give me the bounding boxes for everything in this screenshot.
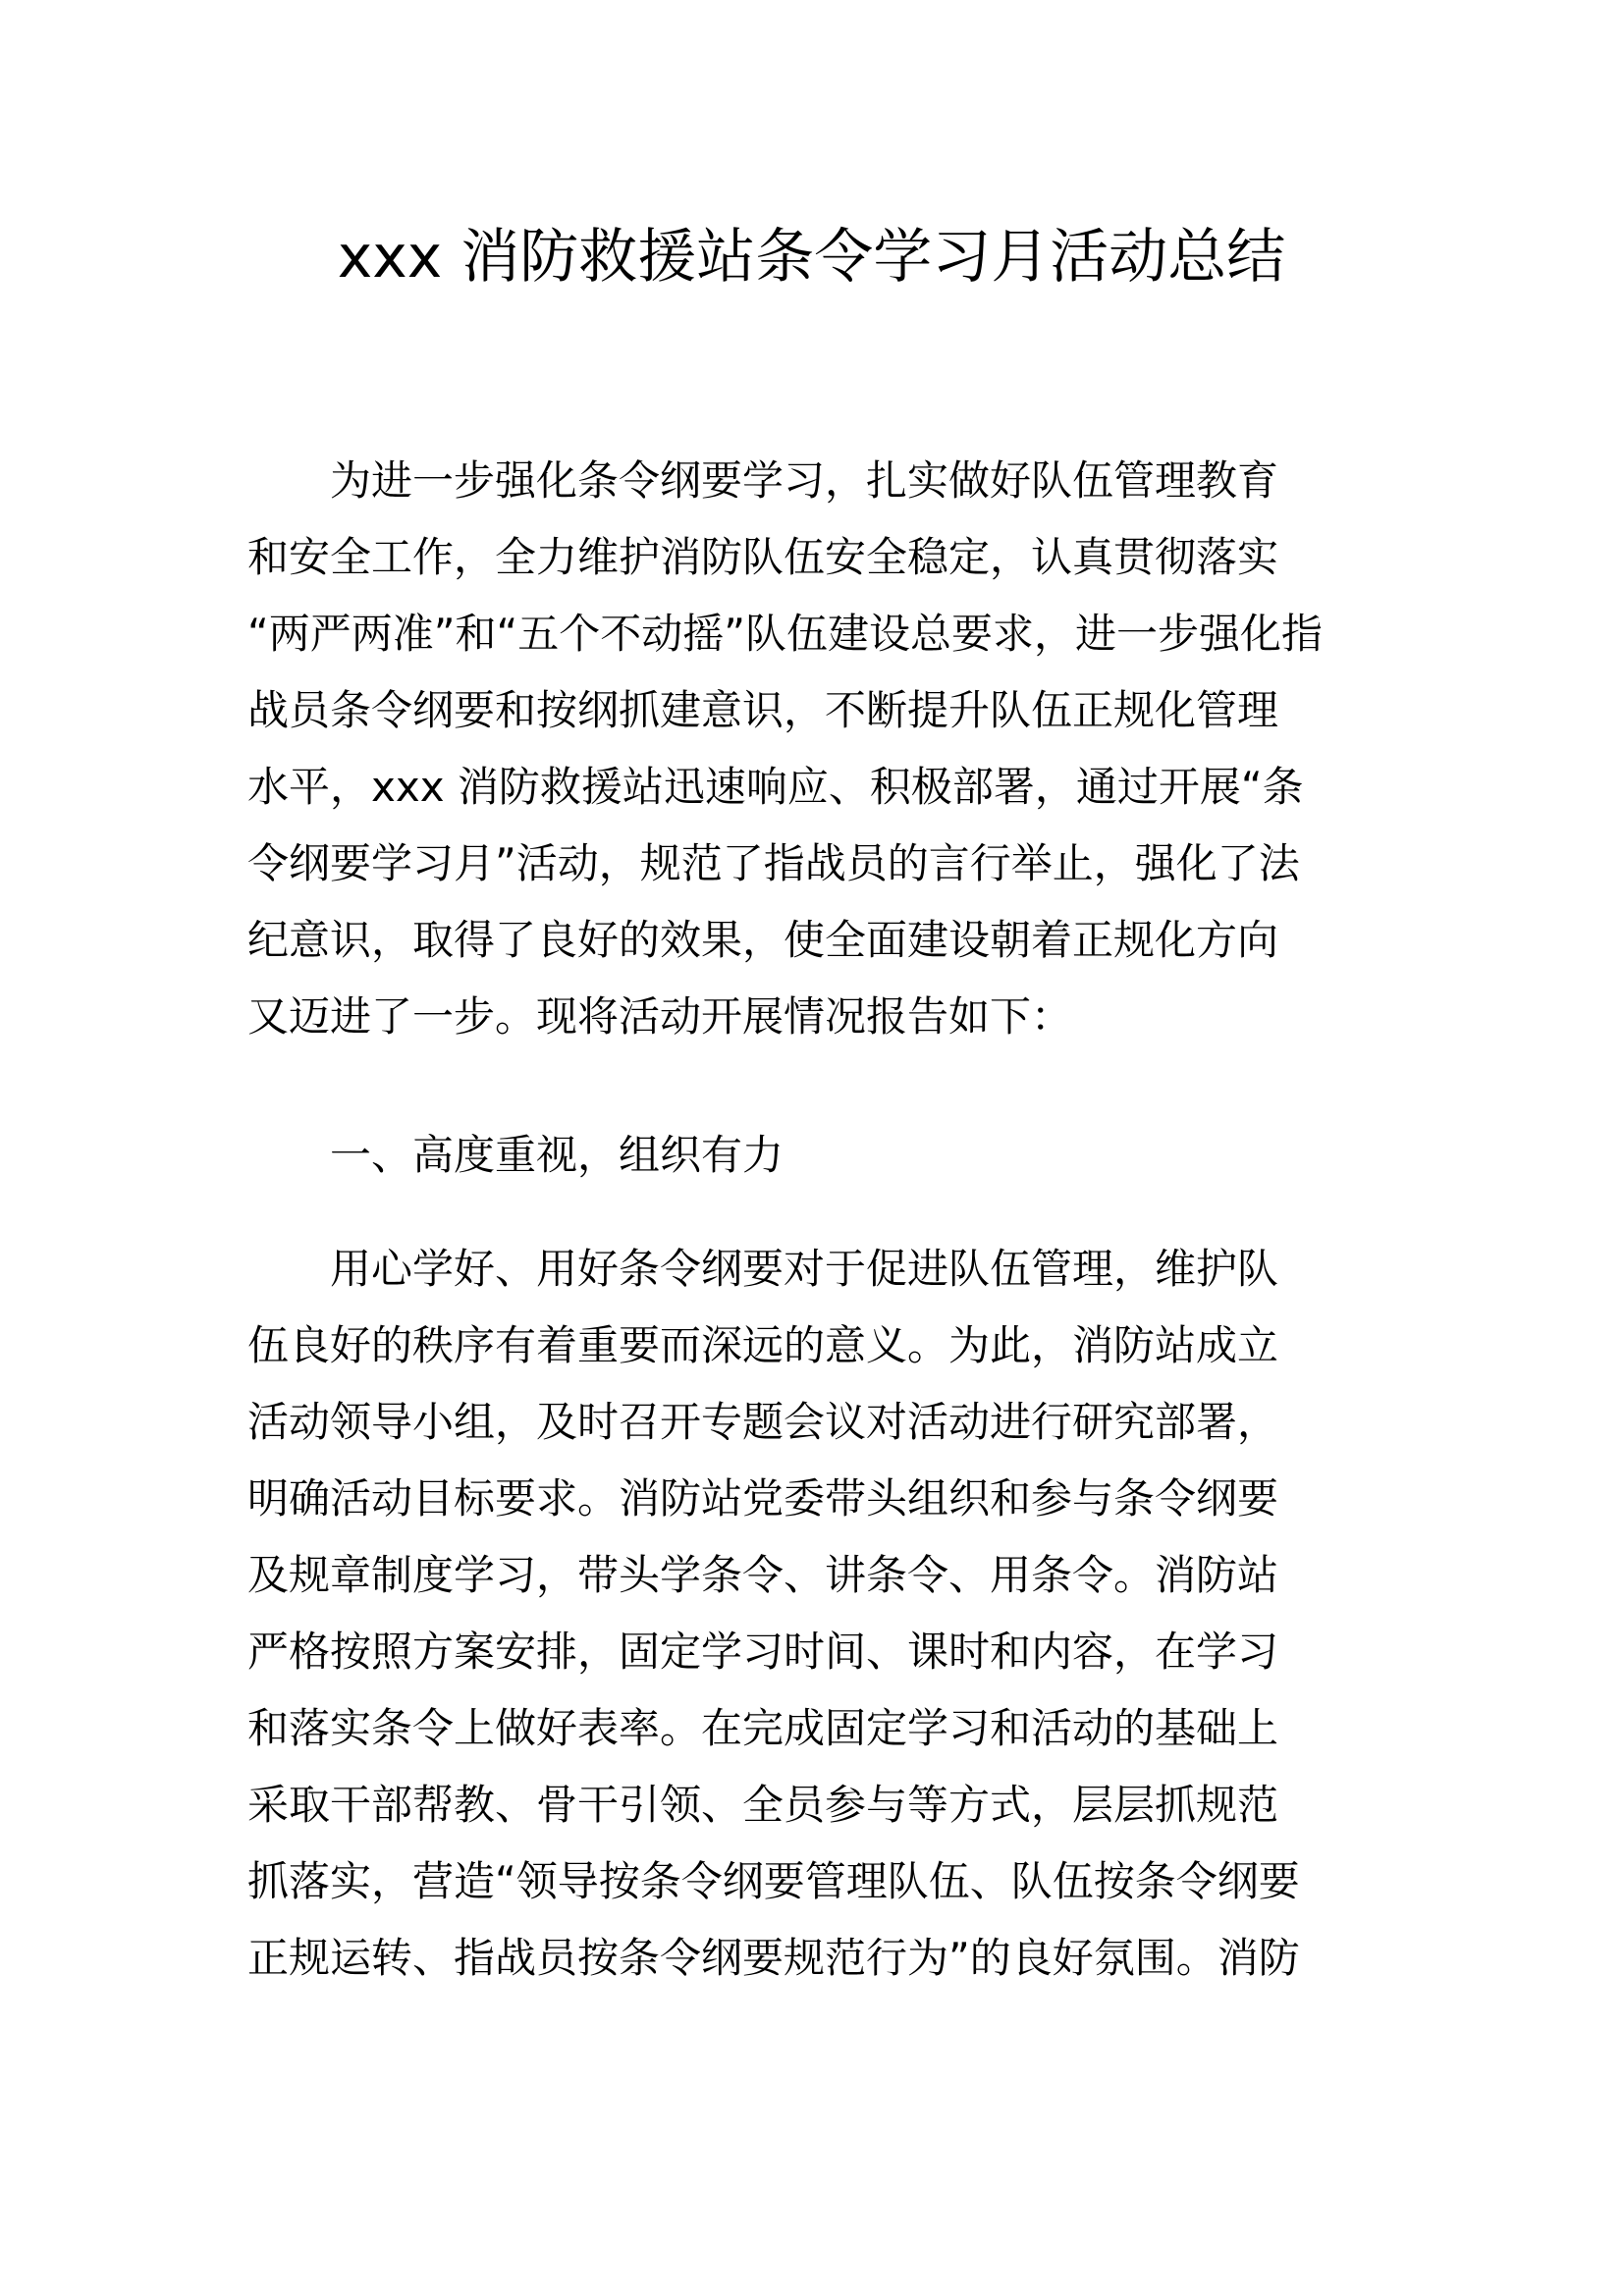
section-heading-text: 一、高度重视，组织有力 [330,1131,784,1179]
paragraph-line: 严格按照方案安排，固定学习时间、课时和内容，在学习 [247,1628,1279,1676]
paragraph-line: 战员条令纲要和按纲抓建意识，不断提升队伍正规化管理 [247,686,1279,734]
paragraph-line: 令纲要学习月”活动，规范了指战员的言行举止，强化了法 [247,839,1300,887]
paragraph-line: “两严两准”和“五个不动摇”队伍建设总要求，进一步强化指 [247,610,1324,658]
section-heading [247,1117,1386,1194]
document-title: xxx 消防救援站条令学习月活动总结 [337,223,1286,292]
paragraph-line: 用心学好、用好条令纲要对于促进队伍管理，维护队 [330,1245,1279,1293]
paragraph-line: 水平，xxx 消防救援站迅速响应、积极部署，通过开展“条 [247,763,1304,811]
section-paragraph [247,1231,1386,1997]
paragraph-line: 和落实条令上做好表率。在完成固定学习和活动的基础上 [247,1704,1279,1752]
paragraph-line: 活动领导小组，及时召开专题会议对活动进行研究部署， [247,1398,1279,1446]
paragraph-line: 伍良好的秩序有着重要而深远的意义。为此，消防站成立 [247,1321,1279,1369]
paragraph-line: 为进一步强化条令纲要学习，扎实做好队伍管理教育 [330,456,1279,505]
paragraph-line: 抓落实，营造“领导按条令纲要管理队伍、队伍按条令纲要 [247,1857,1300,1905]
paragraph-line: 纪意识，取得了良好的效果，使全面建设朝着正规化方向 [247,916,1279,964]
paragraph-line: 明确活动目标要求。消防站党委带头组织和参与条令纲要 [247,1474,1279,1522]
paragraph-line: 正规运转、指战员按条令纲要规范行为”的良好氛围。消防 [247,1934,1300,1982]
paragraph-line: 采取干部帮教、骨干引领、全员参与等方式，层层抓规范 [247,1781,1279,1829]
paragraph-line: 又迈进了一步。现将活动开展情况报告如下： [247,992,1073,1041]
paragraph-line: 和安全工作，全力维护消防队伍安全稳定，认真贯彻落实 [247,533,1279,581]
intro-paragraph [247,443,1386,1055]
paragraph-line: 及规章制度学习，带头学条令、讲条令、用条令。消防站 [247,1551,1279,1599]
